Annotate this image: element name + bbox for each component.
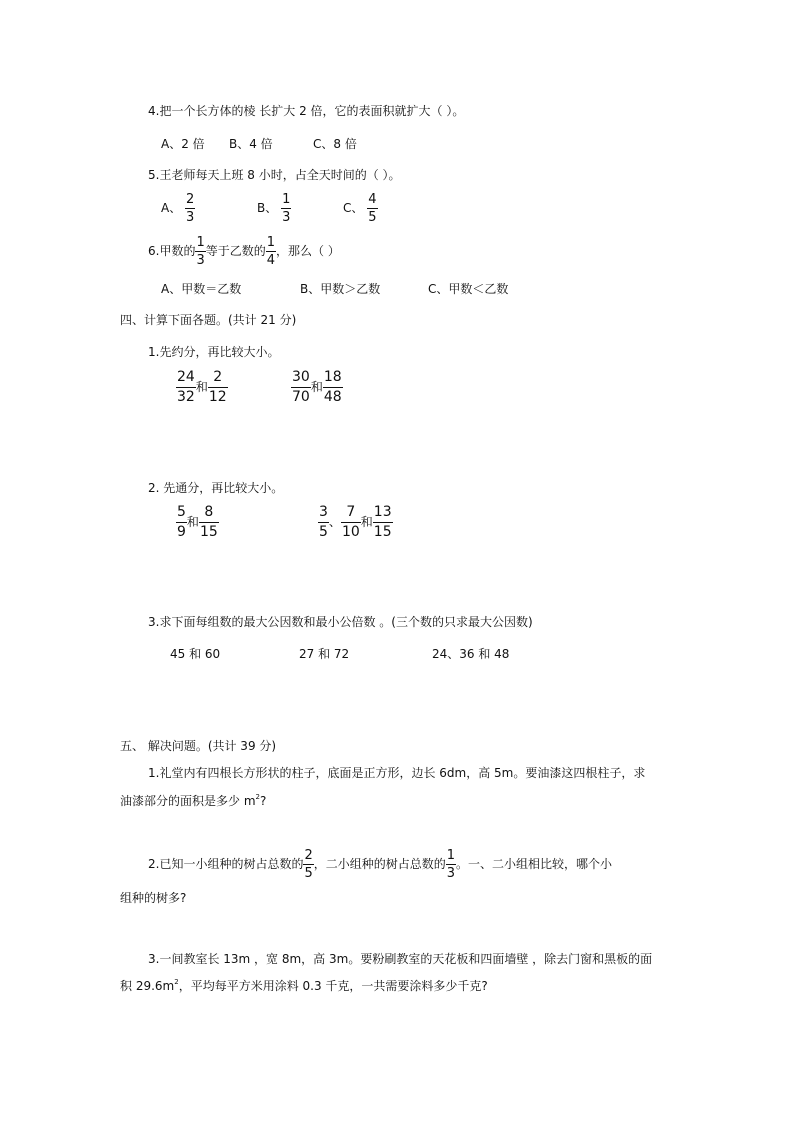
fraction-3-5: $\frac{3}{5}$ bbox=[319, 504, 328, 540]
s5-p1-line2 bbox=[120, 789, 266, 809]
q6-suffix: ，那么（ ） bbox=[276, 244, 340, 258]
s4-p1-text: 1.先约分，再比较大小。 bbox=[148, 345, 280, 359]
q4-option-b: B、4 倍 bbox=[229, 137, 273, 151]
q6-prefix: 6.甲数的 bbox=[148, 244, 196, 258]
section-5-title: 五、 解决问题。(共计 39 分) bbox=[120, 739, 277, 753]
q5-option-c-fraction: $\frac{4}{5}$ bbox=[368, 192, 377, 225]
s5-p3-line2 bbox=[120, 974, 488, 994]
separator: 、 bbox=[328, 515, 341, 529]
s4-p1-pair-a bbox=[176, 369, 228, 406]
fraction-1-3: $\frac{1}{3}$ bbox=[446, 848, 456, 881]
q6-option-a: A、甲数＝乙数 bbox=[161, 282, 242, 296]
fraction-2-12: $\frac{2}{12}$ bbox=[208, 369, 227, 405]
s5-p3-line1: 3.一间教室长 13m ，宽 8m，高 3m。要粉刷教室的天花板和四面墙壁 ，除去门窗和黑板的面 bbox=[148, 952, 653, 966]
q5-option-b-fraction: $\frac{1}{3}$ bbox=[282, 192, 291, 225]
q5-option-a-fraction: $\frac{2}{3}$ bbox=[186, 192, 195, 225]
s5-p2-part1: 2.已知一小组种的树占总数的 bbox=[148, 857, 304, 871]
s5-p2-line1 bbox=[148, 848, 612, 881]
q5-option-c bbox=[343, 192, 378, 225]
s4-p2-text: 2. 先通分，再比较大小。 bbox=[148, 481, 284, 495]
q6-option-c: C、甲数＜乙数 bbox=[428, 282, 509, 296]
s5-p1-line1: 1.礼堂内有四根长方形状的柱子，底面是正方形，边长 6dm，高 5m。要油漆这四根柱子，求 bbox=[148, 766, 646, 780]
s4-p3-text: 3.求下面每组数的最大公因数和最小公倍数 。(三个数的只求最大公因数) bbox=[148, 615, 533, 629]
s4-p2-pair-b bbox=[318, 504, 393, 541]
s4-p1-pair-b bbox=[291, 369, 343, 406]
q6-option-b: B、甲数＞乙数 bbox=[300, 282, 381, 296]
q6-text bbox=[148, 235, 340, 268]
q6-fraction-1: $\frac{1}{3}$ bbox=[196, 235, 205, 268]
fraction-30-70: $\frac{30}{70}$ bbox=[292, 369, 310, 405]
s5-p2-line2: 组种的树多? bbox=[120, 891, 187, 905]
fraction-5-9: $\frac{5}{9}$ bbox=[177, 504, 186, 540]
fraction-18-48: $\frac{18}{48}$ bbox=[323, 369, 342, 405]
q5-option-b bbox=[257, 192, 291, 225]
q5-option-b-label: B、 bbox=[257, 201, 278, 215]
s5-p1-line2-text: 油漆部分的面积是多少 m bbox=[120, 794, 256, 808]
q6-fraction-2: $\frac{1}{4}$ bbox=[266, 235, 276, 268]
q6-middle: 等于乙数的 bbox=[205, 244, 266, 258]
s5-p3-line2-end: ，平均每平方米用涂料 0.3 千克，一共需要涂料多少千克? bbox=[178, 979, 488, 993]
s5-p3-line2-text: 积 29.6m bbox=[120, 979, 175, 993]
fraction-7-10: $\frac{7}{10}$ bbox=[341, 504, 360, 540]
q5-option-c-label: C、 bbox=[343, 201, 364, 215]
s5-p2-part2: ，二小组种的树占总数的 bbox=[313, 857, 446, 871]
q4-option-a: A、2 倍 bbox=[161, 137, 205, 151]
fraction-13-15: $\frac{13}{15}$ bbox=[373, 504, 392, 540]
superscript: 2 bbox=[255, 793, 260, 801]
s4-p3-group-3: 24、36 和 48 bbox=[432, 647, 510, 661]
s5-p2-part3: 。一、二小组相比较，哪个小 bbox=[456, 857, 613, 871]
and-word: 和 bbox=[186, 515, 199, 529]
q5-option-a-label: A、 bbox=[161, 201, 182, 215]
q4-option-c: C、8 倍 bbox=[313, 137, 357, 151]
q5-option-a bbox=[161, 192, 195, 225]
fraction-24-32: $\frac{24}{32}$ bbox=[177, 369, 195, 405]
fraction-8-15: $\frac{8}{15}$ bbox=[199, 504, 218, 540]
superscript: 2 bbox=[174, 978, 179, 986]
s5-p1-line2-end: ? bbox=[259, 794, 267, 808]
and-word: 和 bbox=[195, 380, 208, 394]
s4-p3-group-2: 27 和 72 bbox=[299, 647, 350, 661]
s4-p2-pair-a bbox=[176, 504, 219, 541]
and-word: 和 bbox=[360, 515, 373, 529]
section-4-title: 四、计算下面各题。(共计 21 分) bbox=[120, 313, 297, 327]
fraction-2-5: $\frac{2}{5}$ bbox=[304, 848, 313, 881]
s4-p3-group-1: 45 和 60 bbox=[170, 647, 221, 661]
q5-text: 5.王老师每天上班 8 小时，占全天时间的（ ）。 bbox=[148, 168, 401, 182]
and-word: 和 bbox=[310, 380, 323, 394]
q4-text: 4.把一个长方体的棱 长扩大 2 倍，它的表面积就扩大（ ）。 bbox=[148, 104, 465, 118]
